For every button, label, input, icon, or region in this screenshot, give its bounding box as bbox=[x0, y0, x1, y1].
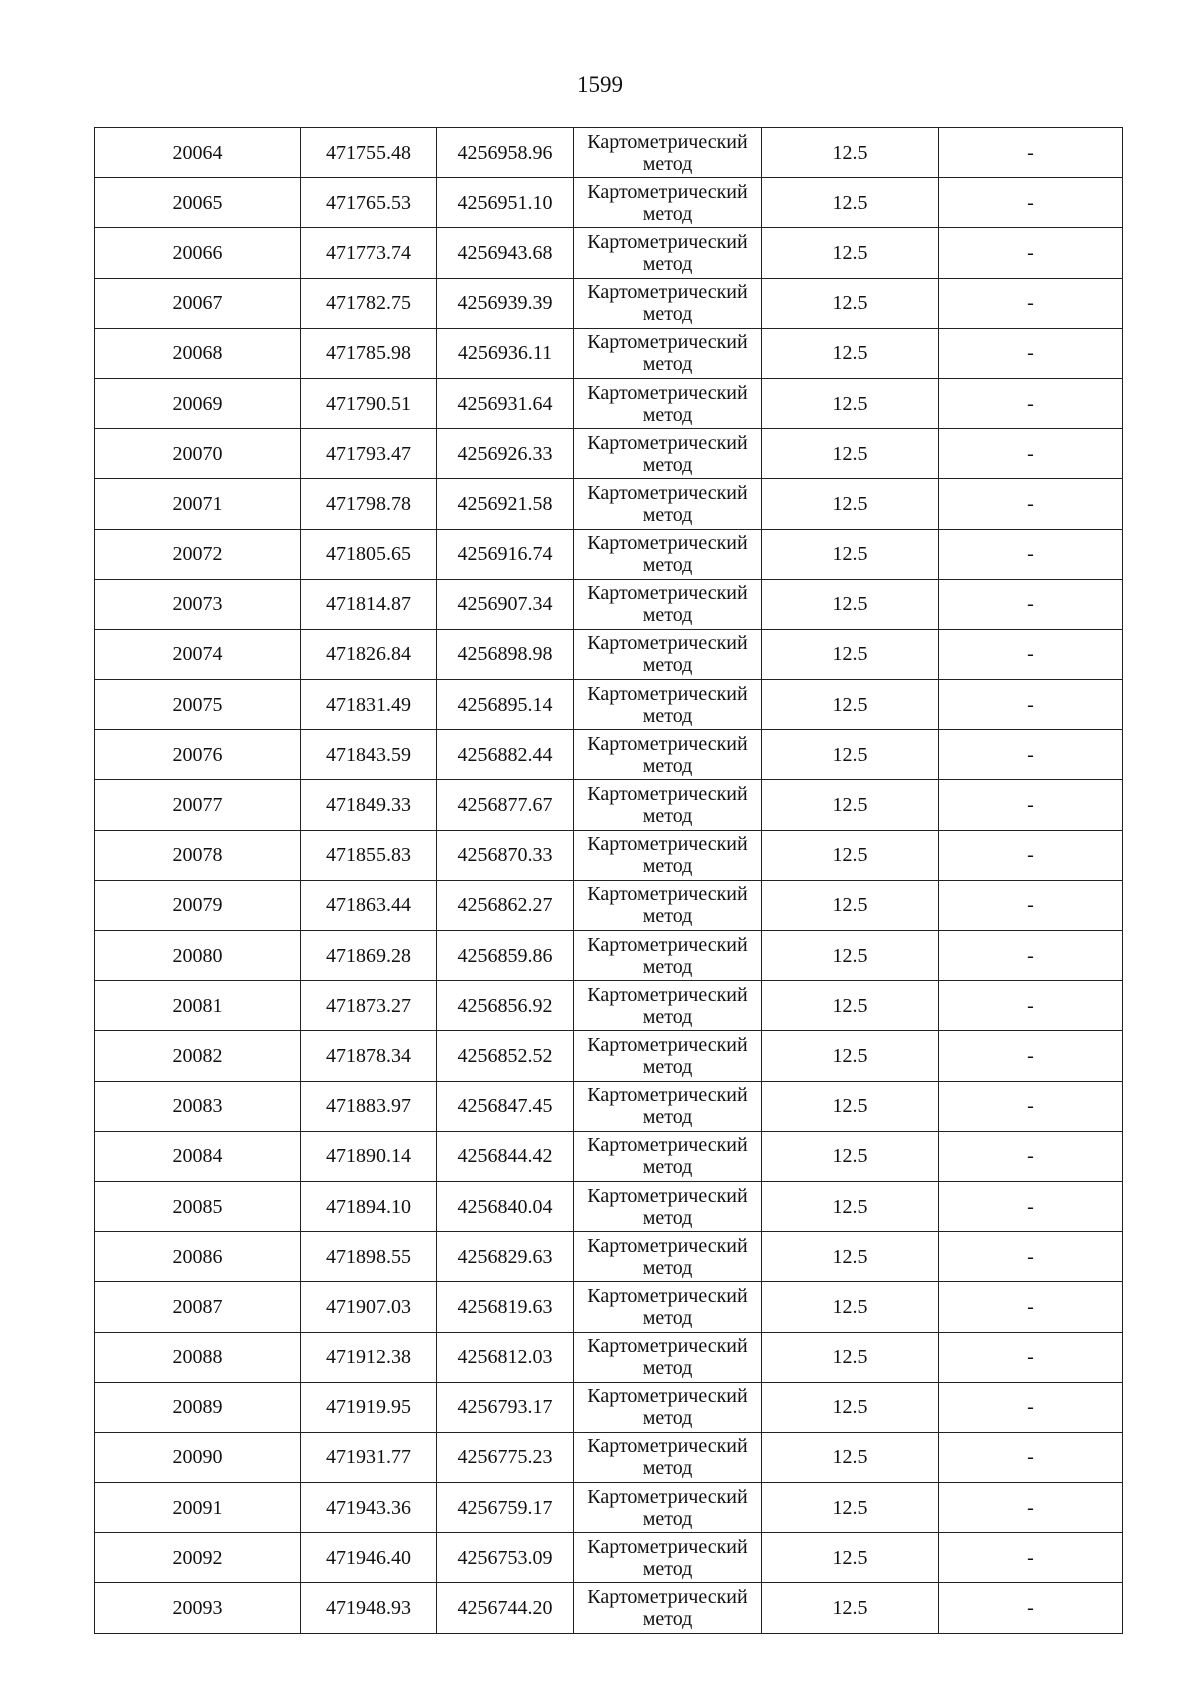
method-cell bbox=[574, 1282, 762, 1332]
table-row bbox=[95, 429, 1123, 479]
y-coordinate-cell: 4256856.92 bbox=[437, 981, 574, 1031]
table-row bbox=[95, 1282, 1123, 1332]
x-coordinate-cell: 471878.34 bbox=[301, 1031, 437, 1081]
method-cell bbox=[574, 128, 762, 178]
method-text-line2: метод bbox=[642, 754, 693, 777]
method-text-line2: метод bbox=[642, 905, 693, 928]
x-coordinate-cell: 471790.51 bbox=[301, 378, 437, 428]
y-coordinate-cell: 4256812.03 bbox=[437, 1332, 574, 1382]
method-text-line2: метод bbox=[642, 152, 693, 175]
point-id-cell: 20092 bbox=[95, 1533, 301, 1583]
x-coordinate-cell: 471898.55 bbox=[301, 1232, 437, 1282]
point-id-cell: 20077 bbox=[95, 780, 301, 830]
method-text-line2: метод bbox=[642, 1407, 693, 1430]
method-text-line1: Картометрический bbox=[587, 180, 748, 203]
method-cell bbox=[574, 579, 762, 629]
method-text-line1: Картометрический bbox=[587, 381, 748, 404]
note-cell: - bbox=[939, 479, 1123, 529]
method-text-line1: Картометрический bbox=[587, 983, 748, 1006]
note-cell: - bbox=[939, 1382, 1123, 1432]
x-coordinate-cell: 471831.49 bbox=[301, 680, 437, 730]
point-id-cell: 20089 bbox=[95, 1382, 301, 1432]
note-cell: - bbox=[939, 1081, 1123, 1131]
y-coordinate-cell: 4256921.58 bbox=[437, 479, 574, 529]
y-coordinate-cell: 4256882.44 bbox=[437, 730, 574, 780]
y-coordinate-cell: 4256775.23 bbox=[437, 1432, 574, 1482]
method-cell bbox=[574, 529, 762, 579]
accuracy-cell: 12.5 bbox=[762, 1483, 939, 1533]
x-coordinate-cell: 471793.47 bbox=[301, 429, 437, 479]
note-cell: - bbox=[939, 830, 1123, 880]
point-id-cell: 20082 bbox=[95, 1031, 301, 1081]
y-coordinate-cell: 4256819.63 bbox=[437, 1282, 574, 1332]
method-text-line2: метод bbox=[642, 503, 693, 526]
y-coordinate-cell: 4256852.52 bbox=[437, 1031, 574, 1081]
accuracy-cell: 12.5 bbox=[762, 529, 939, 579]
method-text-line2: метод bbox=[642, 1357, 693, 1380]
coordinates-table bbox=[94, 127, 1123, 1634]
point-id-cell: 20078 bbox=[95, 830, 301, 880]
method-text-line2: метод bbox=[642, 805, 693, 828]
point-id-cell: 20076 bbox=[95, 730, 301, 780]
y-coordinate-cell: 4256951.10 bbox=[437, 178, 574, 228]
y-coordinate-cell: 4256931.64 bbox=[437, 378, 574, 428]
table-row bbox=[95, 328, 1123, 378]
method-cell bbox=[574, 1031, 762, 1081]
y-coordinate-cell: 4256759.17 bbox=[437, 1483, 574, 1533]
table-row bbox=[95, 780, 1123, 830]
table-row bbox=[95, 730, 1123, 780]
x-coordinate-cell: 471943.36 bbox=[301, 1483, 437, 1533]
method-text-line2: метод bbox=[642, 1156, 693, 1179]
point-id-cell: 20086 bbox=[95, 1232, 301, 1282]
point-id-cell: 20083 bbox=[95, 1081, 301, 1131]
point-id-cell: 20067 bbox=[95, 278, 301, 328]
table-row bbox=[95, 278, 1123, 328]
accuracy-cell: 12.5 bbox=[762, 830, 939, 880]
method-cell bbox=[574, 1232, 762, 1282]
table-row bbox=[95, 128, 1123, 178]
method-text-line2: метод bbox=[642, 252, 693, 275]
point-id-cell: 20069 bbox=[95, 378, 301, 428]
accuracy-cell: 12.5 bbox=[762, 1181, 939, 1231]
y-coordinate-cell: 4256840.04 bbox=[437, 1181, 574, 1231]
x-coordinate-cell: 471814.87 bbox=[301, 579, 437, 629]
method-text-line2: метод bbox=[642, 1608, 693, 1631]
x-coordinate-cell: 471805.65 bbox=[301, 529, 437, 579]
accuracy-cell: 12.5 bbox=[762, 629, 939, 679]
accuracy-cell: 12.5 bbox=[762, 429, 939, 479]
y-coordinate-cell: 4256847.45 bbox=[437, 1081, 574, 1131]
method-cell bbox=[574, 1533, 762, 1583]
accuracy-cell: 12.5 bbox=[762, 981, 939, 1031]
note-cell: - bbox=[939, 880, 1123, 930]
x-coordinate-cell: 471773.74 bbox=[301, 228, 437, 278]
note-cell: - bbox=[939, 680, 1123, 730]
point-id-cell: 20090 bbox=[95, 1432, 301, 1482]
method-text-line1: Картометрический bbox=[587, 281, 748, 304]
accuracy-cell: 12.5 bbox=[762, 1131, 939, 1181]
method-text-line1: Картометрический bbox=[587, 1535, 748, 1558]
table-row bbox=[95, 931, 1123, 981]
method-text-line1: Картометрический bbox=[587, 1134, 748, 1157]
table-row bbox=[95, 629, 1123, 679]
note-cell: - bbox=[939, 1483, 1123, 1533]
table-row bbox=[95, 880, 1123, 930]
x-coordinate-cell: 471765.53 bbox=[301, 178, 437, 228]
method-text-line2: метод bbox=[642, 403, 693, 426]
point-id-cell: 20088 bbox=[95, 1332, 301, 1382]
method-text-line2: метод bbox=[642, 955, 693, 978]
note-cell: - bbox=[939, 378, 1123, 428]
method-text-line1: Картометрический bbox=[587, 230, 748, 253]
x-coordinate-cell: 471890.14 bbox=[301, 1131, 437, 1181]
accuracy-cell: 12.5 bbox=[762, 1031, 939, 1081]
method-text-line1: Картометрический bbox=[587, 833, 748, 856]
point-id-cell: 20071 bbox=[95, 479, 301, 529]
method-text-line2: метод bbox=[642, 1457, 693, 1480]
note-cell: - bbox=[939, 1031, 1123, 1081]
method-text-line1: Картометрический bbox=[587, 1485, 748, 1508]
method-text-line2: метод bbox=[642, 1106, 693, 1129]
method-text-line1: Картометрический bbox=[587, 1184, 748, 1207]
y-coordinate-cell: 4256936.11 bbox=[437, 328, 574, 378]
table-row bbox=[95, 529, 1123, 579]
x-coordinate-cell: 471785.98 bbox=[301, 328, 437, 378]
method-text-line2: метод bbox=[642, 704, 693, 727]
method-cell bbox=[574, 278, 762, 328]
method-text-line2: метод bbox=[642, 1206, 693, 1229]
x-coordinate-cell: 471894.10 bbox=[301, 1181, 437, 1231]
note-cell: - bbox=[939, 1282, 1123, 1332]
method-text-line1: Картометрический bbox=[587, 883, 748, 906]
point-id-cell: 20079 bbox=[95, 880, 301, 930]
x-coordinate-cell: 471948.93 bbox=[301, 1583, 437, 1633]
accuracy-cell: 12.5 bbox=[762, 1081, 939, 1131]
accuracy-cell: 12.5 bbox=[762, 378, 939, 428]
method-text-line1: Картометрический bbox=[587, 933, 748, 956]
table-row bbox=[95, 1533, 1123, 1583]
y-coordinate-cell: 4256744.20 bbox=[437, 1583, 574, 1633]
method-cell bbox=[574, 830, 762, 880]
method-text-line1: Картометрический bbox=[587, 1435, 748, 1458]
method-text-line1: Картометрический bbox=[587, 783, 748, 806]
point-id-cell: 20066 bbox=[95, 228, 301, 278]
note-cell: - bbox=[939, 228, 1123, 278]
table-row bbox=[95, 178, 1123, 228]
method-text-line1: Картометрический bbox=[587, 732, 748, 755]
method-cell bbox=[574, 1131, 762, 1181]
table-row bbox=[95, 579, 1123, 629]
table-row bbox=[95, 1181, 1123, 1231]
table-row bbox=[95, 830, 1123, 880]
note-cell: - bbox=[939, 1533, 1123, 1583]
method-cell bbox=[574, 1432, 762, 1482]
point-id-cell: 20080 bbox=[95, 931, 301, 981]
accuracy-cell: 12.5 bbox=[762, 730, 939, 780]
method-text-line1: Картометрический bbox=[587, 632, 748, 655]
note-cell: - bbox=[939, 529, 1123, 579]
note-cell: - bbox=[939, 1181, 1123, 1231]
y-coordinate-cell: 4256829.63 bbox=[437, 1232, 574, 1282]
accuracy-cell: 12.5 bbox=[762, 228, 939, 278]
method-text-line2: метод bbox=[642, 604, 693, 627]
method-text-line1: Картометрический bbox=[587, 1284, 748, 1307]
accuracy-cell: 12.5 bbox=[762, 178, 939, 228]
accuracy-cell: 12.5 bbox=[762, 579, 939, 629]
table-row bbox=[95, 981, 1123, 1031]
point-id-cell: 20091 bbox=[95, 1483, 301, 1533]
point-id-cell: 20093 bbox=[95, 1583, 301, 1633]
method-cell bbox=[574, 780, 762, 830]
y-coordinate-cell: 4256907.34 bbox=[437, 579, 574, 629]
method-cell bbox=[574, 1382, 762, 1432]
method-text-line2: метод bbox=[642, 1055, 693, 1078]
point-id-cell: 20068 bbox=[95, 328, 301, 378]
note-cell: - bbox=[939, 1131, 1123, 1181]
y-coordinate-cell: 4256870.33 bbox=[437, 830, 574, 880]
point-id-cell: 20087 bbox=[95, 1282, 301, 1332]
accuracy-cell: 12.5 bbox=[762, 780, 939, 830]
x-coordinate-cell: 471863.44 bbox=[301, 880, 437, 930]
method-cell bbox=[574, 479, 762, 529]
x-coordinate-cell: 471849.33 bbox=[301, 780, 437, 830]
accuracy-cell: 12.5 bbox=[762, 1332, 939, 1382]
method-cell bbox=[574, 629, 762, 679]
method-cell bbox=[574, 328, 762, 378]
table-row bbox=[95, 680, 1123, 730]
method-text-line2: метод bbox=[642, 1256, 693, 1279]
method-cell bbox=[574, 378, 762, 428]
point-id-cell: 20065 bbox=[95, 178, 301, 228]
method-text-line1: Картометрический bbox=[587, 481, 748, 504]
accuracy-cell: 12.5 bbox=[762, 680, 939, 730]
method-cell bbox=[574, 1081, 762, 1131]
note-cell: - bbox=[939, 328, 1123, 378]
y-coordinate-cell: 4256926.33 bbox=[437, 429, 574, 479]
method-text-line2: метод bbox=[642, 654, 693, 677]
x-coordinate-cell: 471782.75 bbox=[301, 278, 437, 328]
x-coordinate-cell: 471855.83 bbox=[301, 830, 437, 880]
note-cell: - bbox=[939, 981, 1123, 1031]
method-text-line2: метод bbox=[642, 353, 693, 376]
x-coordinate-cell: 471931.77 bbox=[301, 1432, 437, 1482]
x-coordinate-cell: 471919.95 bbox=[301, 1382, 437, 1432]
method-cell bbox=[574, 228, 762, 278]
table-row bbox=[95, 1432, 1123, 1482]
point-id-cell: 20081 bbox=[95, 981, 301, 1031]
method-cell bbox=[574, 931, 762, 981]
method-text-line1: Картометрический bbox=[587, 1586, 748, 1609]
point-id-cell: 20070 bbox=[95, 429, 301, 479]
table-row bbox=[95, 1232, 1123, 1282]
table-row bbox=[95, 479, 1123, 529]
method-cell bbox=[574, 1583, 762, 1633]
method-cell bbox=[574, 981, 762, 1031]
method-text-line1: Картометрический bbox=[587, 582, 748, 605]
method-text-line1: Картометрический bbox=[587, 1234, 748, 1257]
note-cell: - bbox=[939, 730, 1123, 780]
method-text-line2: метод bbox=[642, 554, 693, 577]
method-text-line2: метод bbox=[642, 1005, 693, 1028]
page-number: 1599 bbox=[577, 72, 623, 97]
method-text-line1: Картометрический bbox=[587, 1084, 748, 1107]
note-cell: - bbox=[939, 128, 1123, 178]
note-cell: - bbox=[939, 1232, 1123, 1282]
y-coordinate-cell: 4256753.09 bbox=[437, 1533, 574, 1583]
y-coordinate-cell: 4256862.27 bbox=[437, 880, 574, 930]
table-row bbox=[95, 228, 1123, 278]
accuracy-cell: 12.5 bbox=[762, 880, 939, 930]
table-row bbox=[95, 1483, 1123, 1533]
method-text-line2: метод bbox=[642, 202, 693, 225]
method-text-line1: Картометрический bbox=[587, 331, 748, 354]
y-coordinate-cell: 4256859.86 bbox=[437, 931, 574, 981]
accuracy-cell: 12.5 bbox=[762, 328, 939, 378]
note-cell: - bbox=[939, 1332, 1123, 1382]
x-coordinate-cell: 471907.03 bbox=[301, 1282, 437, 1332]
accuracy-cell: 12.5 bbox=[762, 1282, 939, 1332]
method-text-line1: Картометрический bbox=[587, 532, 748, 555]
point-id-cell: 20073 bbox=[95, 579, 301, 629]
table-row bbox=[95, 1382, 1123, 1432]
method-cell bbox=[574, 880, 762, 930]
note-cell: - bbox=[939, 1583, 1123, 1633]
method-cell bbox=[574, 730, 762, 780]
method-text-line2: метод bbox=[642, 1507, 693, 1530]
point-id-cell: 20072 bbox=[95, 529, 301, 579]
method-text-line2: метод bbox=[642, 855, 693, 878]
note-cell: - bbox=[939, 1432, 1123, 1482]
note-cell: - bbox=[939, 629, 1123, 679]
method-text-line1: Картометрический bbox=[587, 431, 748, 454]
method-text-line2: метод bbox=[642, 1557, 693, 1580]
table-row bbox=[95, 1131, 1123, 1181]
accuracy-cell: 12.5 bbox=[762, 1432, 939, 1482]
y-coordinate-cell: 4256793.17 bbox=[437, 1382, 574, 1432]
y-coordinate-cell: 4256877.67 bbox=[437, 780, 574, 830]
method-text-line1: Картометрический bbox=[587, 130, 748, 153]
table-row bbox=[95, 1081, 1123, 1131]
y-coordinate-cell: 4256916.74 bbox=[437, 529, 574, 579]
point-id-cell: 20074 bbox=[95, 629, 301, 679]
table-row bbox=[95, 378, 1123, 428]
accuracy-cell: 12.5 bbox=[762, 1533, 939, 1583]
note-cell: - bbox=[939, 278, 1123, 328]
x-coordinate-cell: 471798.78 bbox=[301, 479, 437, 529]
note-cell: - bbox=[939, 931, 1123, 981]
x-coordinate-cell: 471843.59 bbox=[301, 730, 437, 780]
x-coordinate-cell: 471912.38 bbox=[301, 1332, 437, 1382]
y-coordinate-cell: 4256898.98 bbox=[437, 629, 574, 679]
method-text-line1: Картометрический bbox=[587, 1335, 748, 1358]
x-coordinate-cell: 471755.48 bbox=[301, 128, 437, 178]
point-id-cell: 20064 bbox=[95, 128, 301, 178]
x-coordinate-cell: 471869.28 bbox=[301, 931, 437, 981]
accuracy-cell: 12.5 bbox=[762, 1382, 939, 1432]
method-text-line2: метод bbox=[642, 453, 693, 476]
method-text-line2: метод bbox=[642, 303, 693, 326]
table-row bbox=[95, 1031, 1123, 1081]
coordinates-table-body bbox=[95, 128, 1123, 1634]
x-coordinate-cell: 471946.40 bbox=[301, 1533, 437, 1583]
method-text-line1: Картометрический bbox=[587, 1033, 748, 1056]
note-cell: - bbox=[939, 780, 1123, 830]
accuracy-cell: 12.5 bbox=[762, 479, 939, 529]
method-cell bbox=[574, 680, 762, 730]
y-coordinate-cell: 4256844.42 bbox=[437, 1131, 574, 1181]
method-cell bbox=[574, 429, 762, 479]
accuracy-cell: 12.5 bbox=[762, 931, 939, 981]
point-id-cell: 20085 bbox=[95, 1181, 301, 1231]
table-row bbox=[95, 1332, 1123, 1382]
note-cell: - bbox=[939, 178, 1123, 228]
y-coordinate-cell: 4256895.14 bbox=[437, 680, 574, 730]
y-coordinate-cell: 4256958.96 bbox=[437, 128, 574, 178]
note-cell: - bbox=[939, 429, 1123, 479]
point-id-cell: 20075 bbox=[95, 680, 301, 730]
y-coordinate-cell: 4256943.68 bbox=[437, 228, 574, 278]
method-cell bbox=[574, 1332, 762, 1382]
x-coordinate-cell: 471883.97 bbox=[301, 1081, 437, 1131]
method-cell bbox=[574, 178, 762, 228]
note-cell: - bbox=[939, 579, 1123, 629]
accuracy-cell: 12.5 bbox=[762, 278, 939, 328]
method-text-line1: Картометрический bbox=[587, 1385, 748, 1408]
x-coordinate-cell: 471873.27 bbox=[301, 981, 437, 1031]
x-coordinate-cell: 471826.84 bbox=[301, 629, 437, 679]
table-row bbox=[95, 1583, 1123, 1633]
accuracy-cell: 12.5 bbox=[762, 128, 939, 178]
method-cell bbox=[574, 1181, 762, 1231]
y-coordinate-cell: 4256939.39 bbox=[437, 278, 574, 328]
method-text-line2: метод bbox=[642, 1306, 693, 1329]
method-text-line1: Картометрический bbox=[587, 682, 748, 705]
method-cell bbox=[574, 1483, 762, 1533]
point-id-cell: 20084 bbox=[95, 1131, 301, 1181]
accuracy-cell: 12.5 bbox=[762, 1583, 939, 1633]
accuracy-cell: 12.5 bbox=[762, 1232, 939, 1282]
